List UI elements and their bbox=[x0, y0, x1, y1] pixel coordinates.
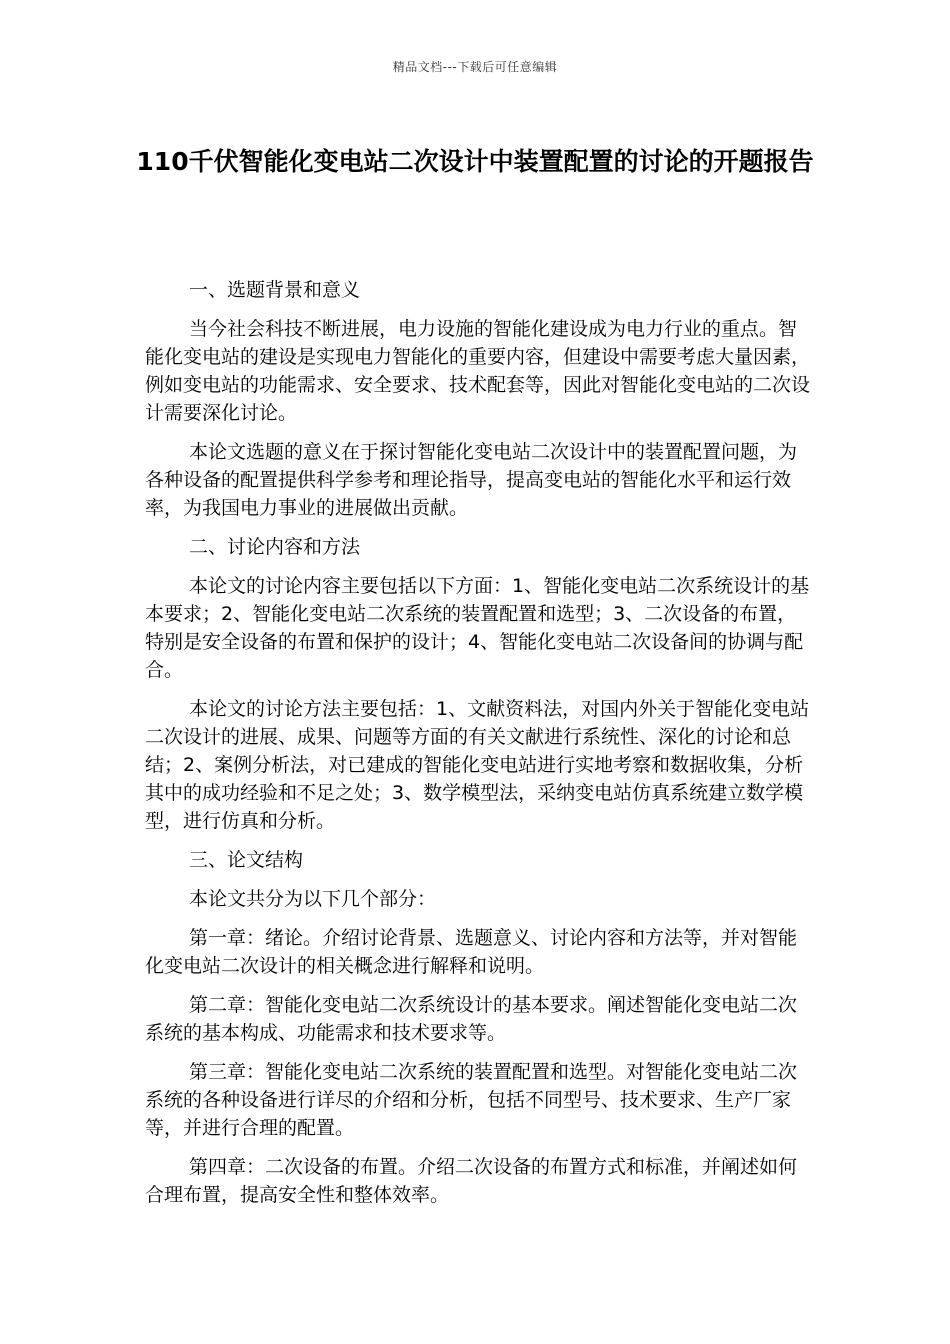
document-title: 110千伏智能化变电站二次设计中装置配置的讨论的开题报告 bbox=[136, 147, 814, 176]
paragraph: 本论文的讨论内容主要包括以下方面：1、智能化变电站二次系统设计的基本要求；2、智能化变电站二次系统的装置配置和选型；3、二次设备的布置，特别是安全设备的布置和保护的设计；4、智能化变电站二次设备间的协调与配合。 bbox=[145, 575, 810, 681]
paragraph: 本论文共分为以下几个部分： bbox=[189, 888, 437, 910]
section-heading: 一、选题背景和意义 bbox=[189, 279, 361, 301]
paragraph: 当今社会科技不断进展，电力设施的智能化建设成为电力行业的重点。智能化变电站的建设是实现电力智能化的重要内容，但建设中需要考虑大量因素，例如变电站的功能需求、安全要求、技术配套等，因此对智能化变电站的二次设计需要深化讨论。 bbox=[145, 318, 811, 424]
header-note: 精品文档---下载后可任意编辑 bbox=[392, 60, 558, 74]
chapter-item: 第四章：二次设备的布置。介绍二次设备的布置方式和标准，并阐述如何合理布置，提高安全性和整体效率。 bbox=[145, 1156, 798, 1206]
chapter-item: 第一章：绪论。介绍讨论背景、选题意义、讨论内容和方法等，并对智能化变电站二次设计的相关概念进行解释和说明。 bbox=[145, 927, 798, 977]
chapter-item: 第二章：智能化变电站二次系统设计的基本要求。阐述智能化变电站二次系统的基本构成、功能需求和技术要求等。 bbox=[145, 994, 798, 1044]
document-body bbox=[145, 276, 810, 1220]
chapter-item: 第三章：智能化变电站二次系统的装置配置和选型。对智能化变电站二次系统的各种设备进行详尽的介绍和分析，包括不同型号、技术要求、生产厂家等，并进行合理的配置。 bbox=[145, 1061, 798, 1139]
section-heading: 二、讨论内容和方法 bbox=[189, 536, 361, 558]
section-heading: 三、论文结构 bbox=[189, 849, 304, 871]
paragraph: 本论文选题的意义在于探讨智能化变电站二次设计中的装置配置问题，为各种设备的配置提供科学参考和理论指导，提高变电站的智能化水平和运行效率，为我国电力事业的进展做出贡献。 bbox=[145, 441, 798, 519]
paragraph: 本论文的讨论方法主要包括：1、文献资料法，对国内外关于智能化变电站二次设计的进展、成果、问题等方面的有关文献进行系统性、深化的讨论和总结；2、案例分析法，对已建成的智能化变电站进行实地考察和数据收集，分析其中的成功经验和不足之处；3、数学模型法，采纳变电站仿真系统建立数学模型，进行仿真和分析。 bbox=[145, 698, 810, 832]
